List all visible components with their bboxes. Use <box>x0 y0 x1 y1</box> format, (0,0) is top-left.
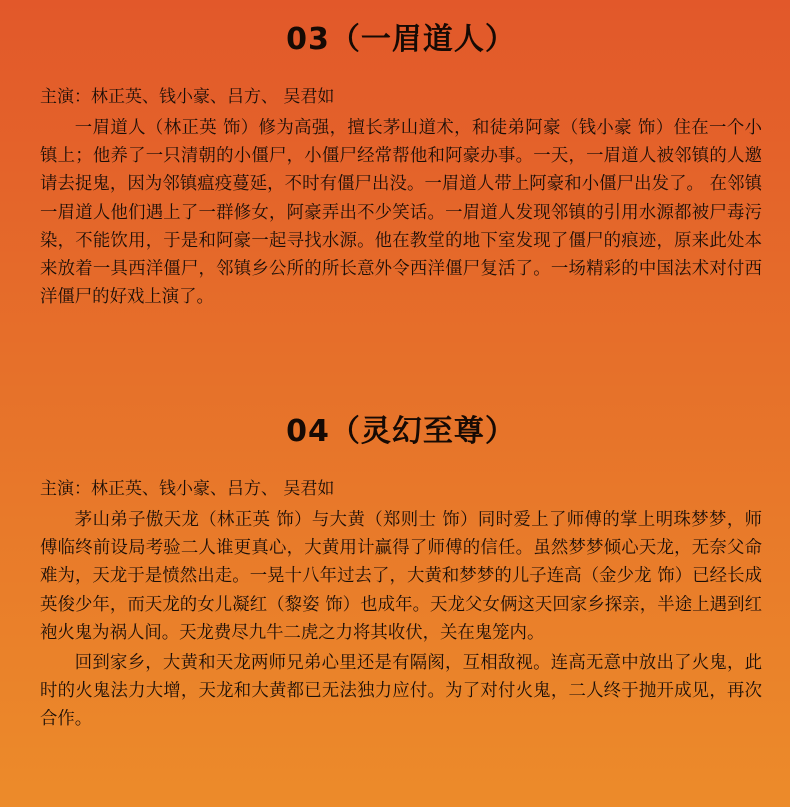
movie-section-03 <box>40 18 762 311</box>
movie-title: 04（灵幻至尊） <box>286 414 516 449</box>
synopsis-paragraph: 回到家乡，大黄和天龙两师兄弟心里还是有隔阂，互相敌视。连高无意中放出了火鬼，此时的火鬼法力大增，天龙和大黄都已无法独力应付。为了对付火鬼，二人终于抛开成见，再次合作。 <box>40 653 762 730</box>
movie-title: 03（一眉道人） <box>286 22 516 57</box>
cast-line: 主演：林正英、钱小豪、吕方、 吴君如 <box>40 479 335 499</box>
movie-section-04 <box>40 410 762 734</box>
synopsis-paragraph: 茅山弟子傲天龙（林正英 饰）与大黄（郑则士 饰）同时爱上了师傅的掌上明珠梦梦，师傅临终前设局考验二人谁更真心，大黄用计赢得了师傅的信任。虽然梦梦倾心天龙，无奈父命难为，天龙于是愤然出走。一晃十八年过去了，大黄和梦梦的儿子连高（金少龙 饰）已经长成英俊少年，而天龙的女儿凝红（黎姿 饰）也成年。天龙父女俩这天回家乡探亲，半途上遇到红袍火鬼为祸人间。天龙费尽九牛二虎之力将其收伏，关在鬼笼内。 <box>40 510 762 643</box>
cast-line: 主演：林正英、钱小豪、吕方、 吴君如 <box>40 87 335 107</box>
synopsis-paragraph: 一眉道人（林正英 饰）修为高强，擅长茅山道术，和徒弟阿豪（钱小豪 饰）住在一个小镇上；他养了一只清朝的小僵尸，小僵尸经常帮他和阿豪办事。一天，一眉道人被邻镇的人邀请去捉鬼，因为邻镇瘟疫蔓延，不时有僵尸出没。一眉道人带上阿豪和小僵尸出发了。 在邻镇一眉道人他们遇上了一群修女，阿豪弄出不少笑话。一眉道人发现邻镇的引用水源都被尸毒污染，不能饮用，于是和阿豪一起寻找水源。他在教堂的地下室发现了僵尸的痕迹，原来此处本来放着一具西洋僵尸，邻镇乡公所的所长意外令西洋僵尸复活了。一场精彩的中国法术对付西洋僵尸的好戏上演了。 <box>40 118 762 308</box>
